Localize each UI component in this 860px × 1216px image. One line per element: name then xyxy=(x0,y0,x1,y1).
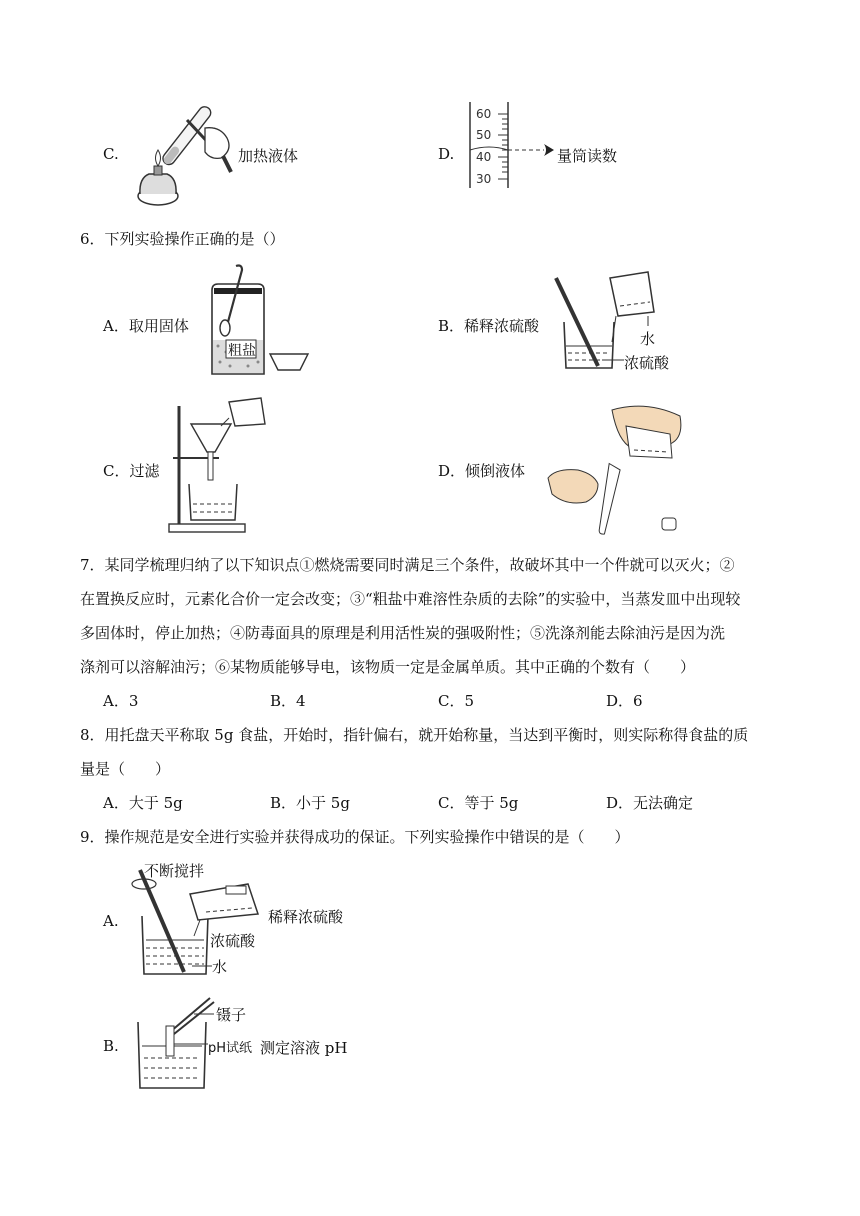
diluting-acid-correct-illustration xyxy=(552,268,682,378)
cylinder-tick-40: 40 xyxy=(476,150,492,164)
q6-option-b: B．稀释浓硫酸 xyxy=(438,317,540,335)
q9-option-a-letter: A. xyxy=(103,912,119,930)
q7-line-2: 在置换反应时，元素化合价一定会改变；③“粗盐中难溶性杂质的去除”的实验中，当蒸发皿中出现较 xyxy=(80,590,741,608)
q5-option-c-letter: C. xyxy=(103,145,119,163)
dilute-acid-label: 稀释浓硫酸 xyxy=(268,908,344,926)
q8-option-c: C．等于 5g xyxy=(438,794,519,812)
cylinder-tick-30: 30 xyxy=(476,172,492,186)
q9-option-b-letter: B. xyxy=(103,1037,119,1055)
q6-option-a: A．取用固体 xyxy=(103,317,189,335)
tweezers-label: 镊子 xyxy=(216,1006,247,1024)
q7-line-4: 涤剂可以溶解油污；⑥某物质能够导电，该物质一定是金属单质。其中正确的个数有（ ） xyxy=(80,658,696,676)
q9-stem: 9．操作规范是安全进行实验并获得成功的保证。下列实验操作中错误的是（ ） xyxy=(80,828,630,846)
ph-paper-label: pH试纸 xyxy=(208,1041,253,1056)
cylinder-reading-illustration xyxy=(452,100,562,192)
q7-option-c: C．5 xyxy=(438,692,475,710)
diluting-acid-wrong-illustration xyxy=(122,862,362,982)
q8-line-2: 量是（ ） xyxy=(80,760,171,778)
q8-stem xyxy=(80,718,780,786)
heating-liquid-illustration xyxy=(125,98,245,210)
heating-liquid-label: 加热液体 xyxy=(238,147,299,165)
cylinder-tick-60: 60 xyxy=(476,107,492,121)
q7-option-d: D．6 xyxy=(606,692,643,710)
q8-option-d: D．无法确定 xyxy=(606,794,694,812)
filtering-illustration xyxy=(165,396,275,534)
ph-test-label: 测定溶液 pH xyxy=(260,1039,348,1057)
q7-option-b: B．4 xyxy=(270,692,306,710)
q8-option-b: B．小于 5g xyxy=(270,794,350,812)
q7-line-1: 7．某同学梳理归纳了以下知识点①燃烧需要同时满足三个条件，故破坏其中一个件就可以灭火；② xyxy=(80,556,735,574)
jar-label-text: 粗盐 xyxy=(228,343,256,359)
q7-option-a: A．3 xyxy=(103,692,139,710)
conc-acid-label: 浓硫酸 xyxy=(210,932,256,950)
acid-label: 浓硫酸 xyxy=(624,354,670,372)
q6-option-c: C．过滤 xyxy=(103,462,160,480)
water-label: 水 xyxy=(640,330,656,348)
q7-stem xyxy=(80,548,780,684)
pouring-liquid-illustration xyxy=(542,398,692,538)
q8-line-1: 8．用托盘天平称取 5g 食盐，开始时，指针偏右，就开始称量，当达到平衡时，则实际称得食盐的质 xyxy=(80,726,749,744)
cylinder-tick-50: 50 xyxy=(476,128,492,142)
q8-option-a: A．大于 5g xyxy=(103,794,183,812)
q7-line-3: 多固体时，停止加热；④防毒面具的原理是利用活性炭的强吸附性；⑤洗涤剂能去除油污是因为洗 xyxy=(80,624,726,642)
q6-stem: 6．下列实验操作正确的是（） xyxy=(80,230,285,248)
cylinder-reading-label: 量筒读数 xyxy=(557,147,618,165)
q6-option-d: D．倾倒液体 xyxy=(438,462,526,480)
stir-label: 不断搅拌 xyxy=(144,862,205,880)
water-label-9a: 水 xyxy=(212,958,228,976)
q5-option-d-letter: D. xyxy=(438,145,455,163)
taking-solid-illustration xyxy=(200,262,312,382)
